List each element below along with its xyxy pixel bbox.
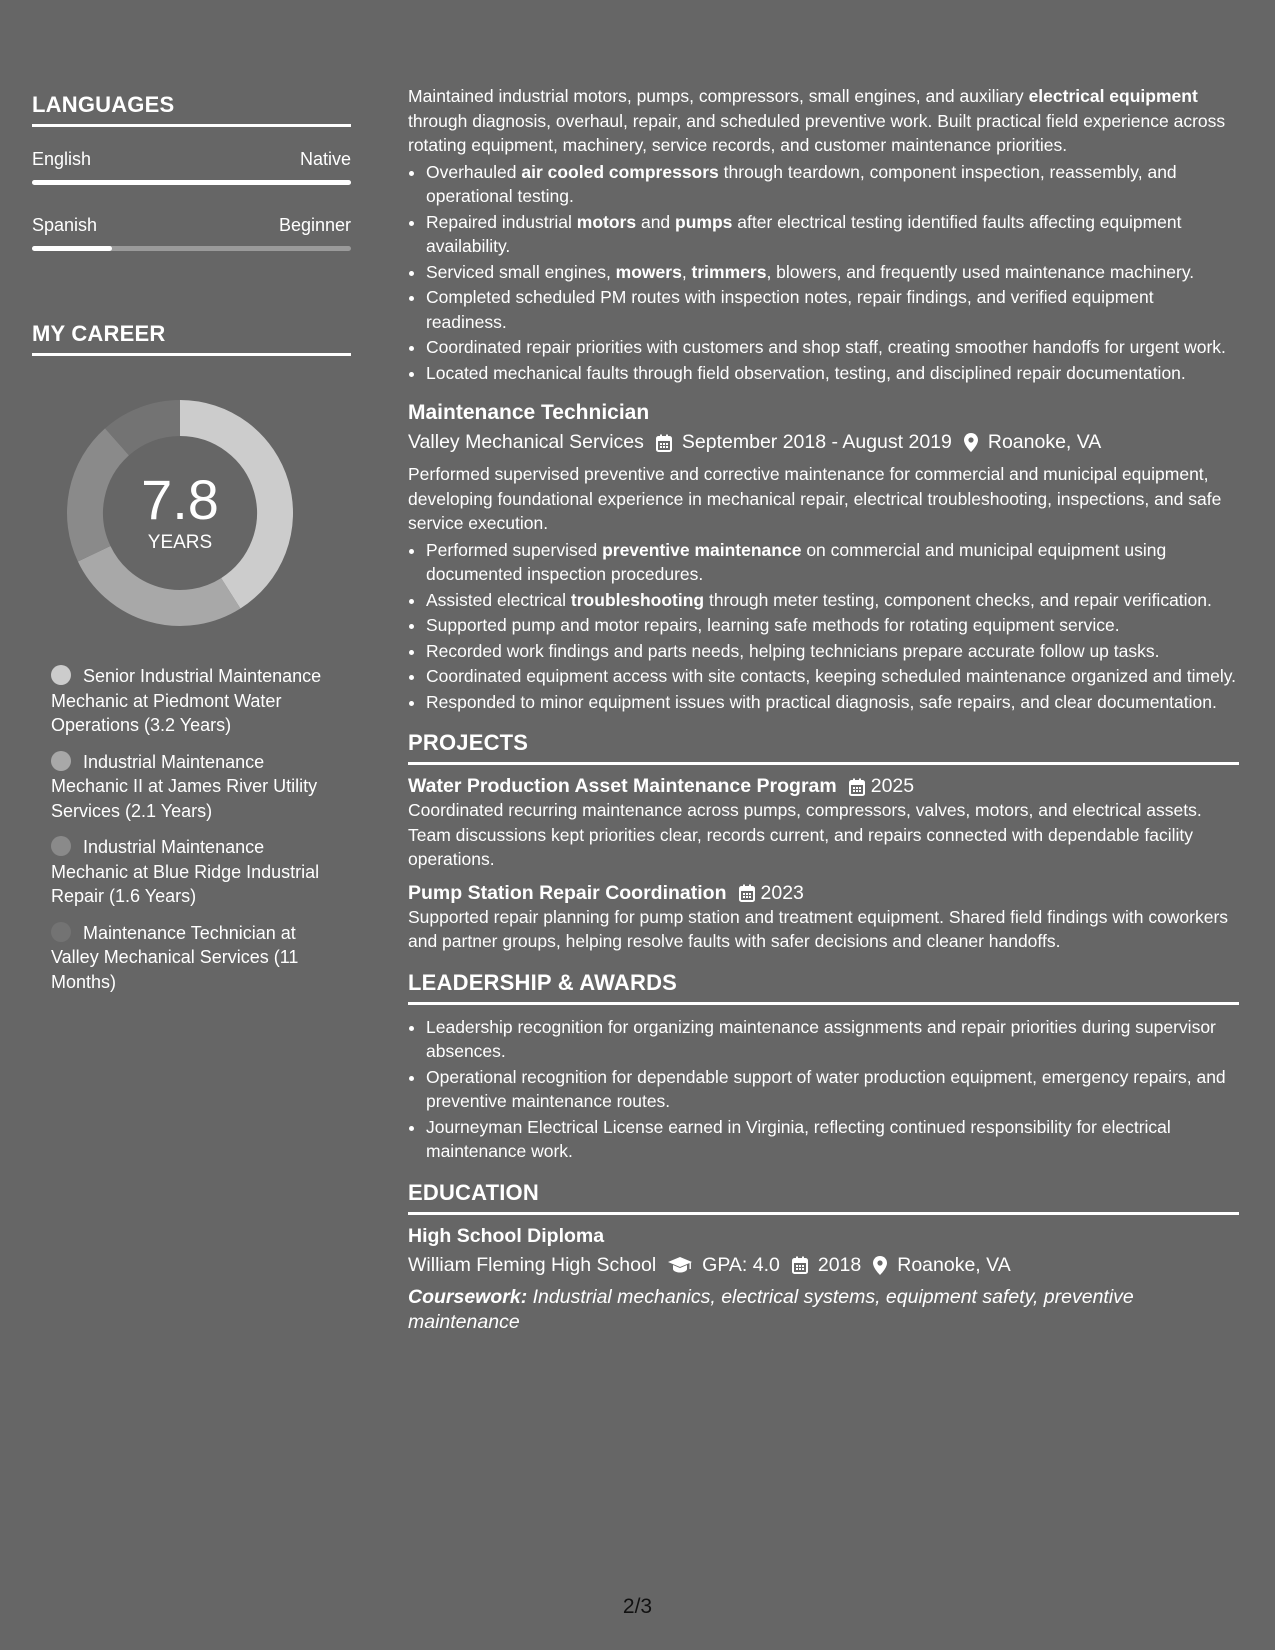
- project-name: Pump Station Repair Coordination: [408, 881, 727, 904]
- job-bullets: [408, 538, 1239, 715]
- coursework-label: Coursework:: [408, 1285, 528, 1308]
- leadership-heading: LEADERSHIP & AWARDS: [408, 970, 1239, 1005]
- job-summary: Performed supervised preventive and corrective maintenance for commercial and municipal equipment, developing foundational experience in mechanical repair, electrical troubleshooting, inspections, and safe service execution.: [408, 464, 1222, 533]
- education-gpa: GPA: 4.0: [702, 1253, 780, 1276]
- projects-heading: PROJECTS: [408, 730, 1239, 765]
- legend-label: Maintenance Technician at Valley Mechanical Services (11 Months): [51, 922, 299, 992]
- right-column: [408, 84, 1239, 1335]
- language-english: [32, 149, 351, 185]
- education-year: 2018: [817, 1253, 862, 1276]
- project-year: 2023: [760, 881, 804, 904]
- left-column: [32, 92, 351, 1006]
- language-level: Native: [299, 149, 351, 169]
- project-item: [408, 882, 1239, 954]
- bullet-item: • Assisted electrical troubleshooting through meter testing, component checks, and repair verification.: [426, 588, 1239, 613]
- languages-heading: LANGUAGES: [32, 92, 351, 127]
- bullet-item: • Recorded work findings and parts needs, helping technicians prepare accurate follow up tasks.: [426, 639, 1239, 664]
- experience-summary: Maintained industrial motors, pumps, compressors, small engines, and auxiliary electrical equipment through diagnosis, overhaul, repair, and scheduled preventive work. Built practical field experience across rotating equipment, machinery, service records, and customer maintenance priorities.: [408, 86, 1226, 155]
- leadership-item: • Operational recognition for dependable support of water production equipment, emergency repairs, and preventive maintenance routes.: [426, 1065, 1239, 1114]
- job-title: Maintenance Technician: [408, 401, 650, 424]
- calendar-icon: [849, 778, 865, 796]
- donut-center: [65, 398, 295, 628]
- bullet-item: • Overhauled air cooled compressors through teardown, component inspection, reassembly, and operational testing.: [426, 160, 1239, 209]
- legend-dot: [51, 665, 71, 685]
- project-item: [408, 775, 1239, 872]
- map-pin-icon: [873, 1256, 887, 1275]
- calendar-icon: [656, 434, 672, 452]
- education-school: William Fleming High School: [408, 1253, 657, 1276]
- bullet-item: • Coordinated equipment access with site contacts, keeping scheduled maintenance organized and timely.: [426, 664, 1239, 689]
- coursework-text: Industrial mechanics, electrical systems, equipment safety, preventive maintenance: [408, 1285, 1134, 1333]
- education-meta: [408, 1254, 1239, 1277]
- education-heading: EDUCATION: [408, 1180, 1239, 1215]
- bullet-item: • Completed scheduled PM routes with inspection notes, repair findings, and verified equipment readiness.: [426, 285, 1239, 334]
- education-location: Roanoke, VA: [897, 1253, 1011, 1276]
- career-legend-item: [51, 664, 341, 738]
- job-company: Valley Mechanical Services: [408, 431, 644, 453]
- project-description: Coordinated recurring maintenance across pumps, compressors, valves, motors, and electrical assets. Team discussions kept priorities clear, records current, and repairs connected with dependable facility operations.: [408, 800, 1202, 869]
- bullet-item: • Supported pump and motor repairs, learning safe methods for rotating equipment service.: [426, 613, 1239, 638]
- job-meta: [408, 431, 1239, 454]
- project-name: Water Production Asset Maintenance Program: [408, 775, 837, 797]
- job-dates: September 2018 - August 2019: [681, 431, 952, 453]
- language-proficiency-bar: [32, 246, 351, 251]
- language-name: English: [32, 149, 92, 169]
- bullet-item: • Repaired industrial motors and pumps after electrical testing identified faults affecting equipment availability.: [426, 210, 1239, 259]
- language-proficiency-fill: [32, 180, 351, 185]
- bullet-item: • Responded to minor equipment issues with practical diagnosis, safe repairs, and clear documentation.: [426, 690, 1239, 715]
- bullet-item: • Coordinated repair priorities with customers and shop staff, creating smoother handoffs for urgent work.: [426, 335, 1239, 360]
- page-number: 2/3: [622, 1595, 653, 1618]
- map-pin-icon: [964, 433, 978, 452]
- legend-dot: [51, 922, 71, 942]
- education-degree: High School Diploma: [408, 1224, 605, 1247]
- legend-dot: [51, 836, 71, 856]
- education-coursework: [408, 1285, 1239, 1335]
- job-location: Roanoke, VA: [987, 431, 1102, 453]
- calendar-icon: [739, 884, 755, 902]
- language-spanish: [32, 215, 351, 251]
- leadership-item: • Journeyman Electrical License earned in Virginia, reflecting continued responsibility for electrical maintenance work.: [426, 1115, 1239, 1164]
- career-legend-item: [51, 921, 341, 995]
- career-legend-item: [51, 835, 341, 909]
- career-heading: MY CAREER: [32, 321, 351, 356]
- project-year: 2025: [870, 775, 915, 797]
- bullet-item: • Serviced small engines, mowers, trimmers, blowers, and frequently used maintenance machinery.: [426, 260, 1239, 285]
- bullet-item: • Performed supervised preventive maintenance on commercial and municipal equipment using documented inspection procedures.: [426, 538, 1239, 587]
- career-legend-item: [51, 750, 341, 824]
- legend-dot: [51, 751, 71, 771]
- career-donut-chart: [65, 398, 295, 628]
- legend-label: Senior Industrial Maintenance Mechanic at Piedmont Water Operations (3.2 Years): [51, 666, 322, 735]
- leadership-list: [408, 1015, 1239, 1164]
- language-proficiency-bar: [32, 180, 351, 185]
- career-legend: [51, 664, 341, 994]
- language-level: Beginner: [278, 215, 351, 235]
- graduation-cap-icon: [668, 1257, 692, 1273]
- leadership-item: • Leadership recognition for organizing maintenance assignments and repair priorities during supervisor absences.: [426, 1015, 1239, 1064]
- language-name: Spanish: [32, 215, 98, 235]
- project-description: Supported repair planning for pump station and treatment equipment. Shared field findings with coworkers and partner groups, helping resolve faults with safer decisions and cleaner handoffs.: [408, 906, 1229, 951]
- career-total-unit: YEARS: [147, 532, 213, 553]
- career-total-years: 7.8: [141, 468, 219, 531]
- bullet-item: • Located mechanical faults through field observation, testing, and disciplined repair documentation.: [426, 361, 1239, 386]
- calendar-icon: [792, 1256, 808, 1274]
- legend-label: Industrial Maintenance Mechanic II at James River Utility Services (2.1 Years): [51, 751, 318, 821]
- experience-bullets: [408, 160, 1239, 386]
- language-proficiency-fill: [32, 246, 112, 251]
- legend-label: Industrial Maintenance Mechanic at Blue Ridge Industrial Repair (1.6 Years): [51, 837, 320, 906]
